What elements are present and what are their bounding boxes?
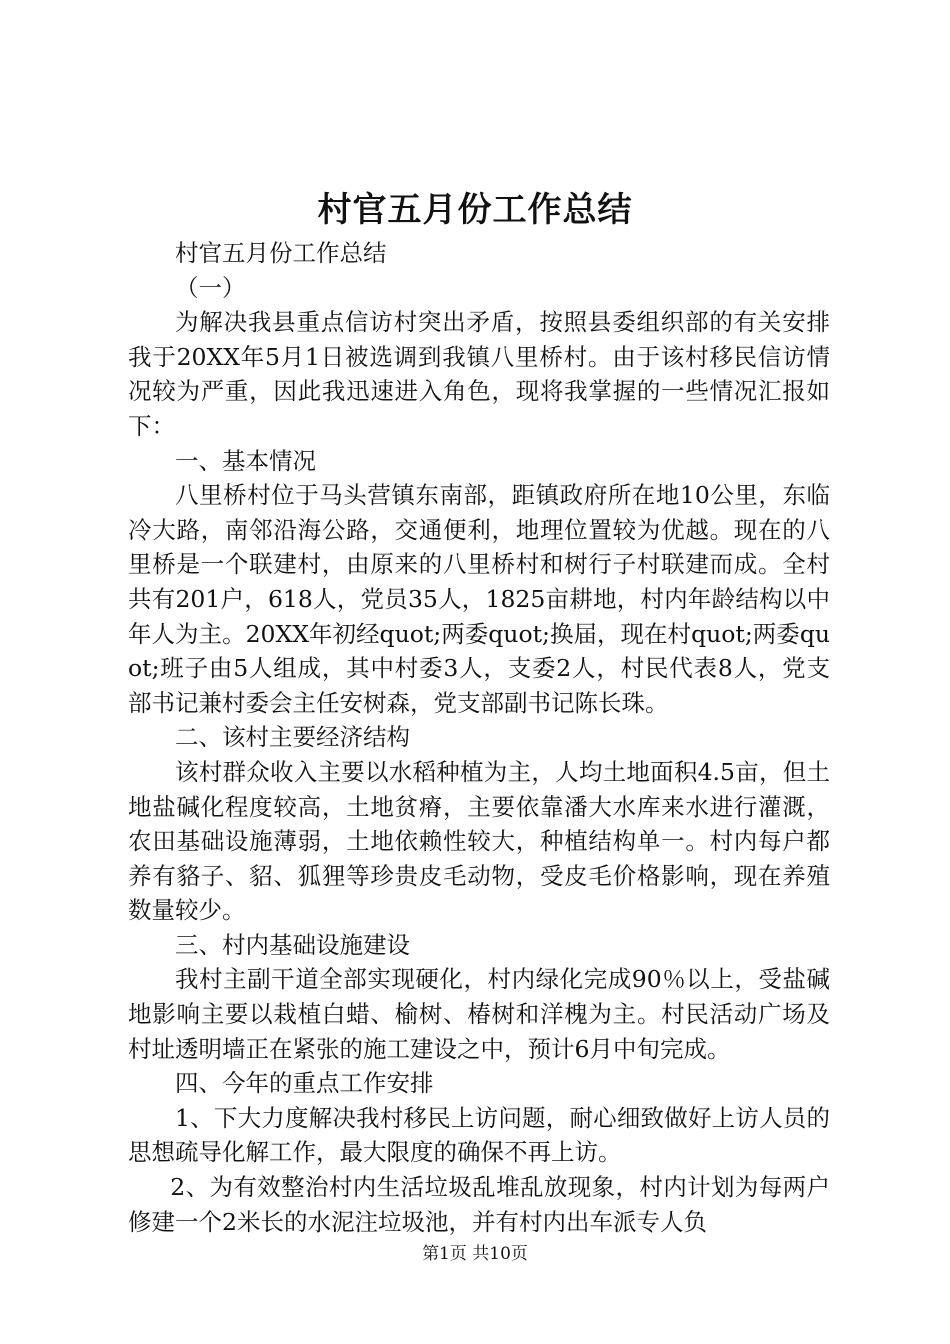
- key-work-item-1: 1、下大力度解决我村移民上访问题，耐心细致做好上访人员的思想疏导化解工作，最大限度的确保不再上访。: [128, 1103, 830, 1167]
- economic-structure-paragraph: 该村群众收入主要以水稻种植为主，人均土地面积4.5亩，但土地盐碱化程度较高，土地贫瘠，主要依靠潘大水库来水进行灌溉，农田基础设施薄弱，土地依赖性较大，种植结构单一。村内每户都养有貉子、貂、狐狸等珍贵皮毛动物，受皮毛价格影响，现在养殖数量较少。: [128, 757, 830, 925]
- document-body: [128, 236, 830, 1239]
- heading-basic-situation: 一、基本情况: [175, 446, 316, 475]
- page-number: 第1页 共10页: [422, 1244, 528, 1264]
- intro-paragraph: 为解决我县重点信访村突出矛盾，按照县委组织部的有关安排我于20XX年5月1日被选调到我镇八里桥村。由于该村移民信访情况较为严重，因此我迅速进入角色，现将我掌握的一些情况汇报如下：: [128, 308, 830, 440]
- heading-infrastructure: 三、村内基础设施建设: [175, 930, 410, 959]
- document-title: 村官五月份工作总结: [317, 190, 633, 230]
- heading-economic-structure: 二、该村主要经济结构: [175, 723, 410, 752]
- subtitle-line: 村官五月份工作总结: [175, 239, 387, 267]
- section-number: （一）: [175, 273, 246, 302]
- infrastructure-paragraph: 我村主副干道全部实现硬化，村内绿化完成90％以上，受盐碱地影响主要以栽植白蜡、榆树、椿树和洋槐为主。村民活动广场及村址透明墙正在紧张的施工建设之中，预计6月中旬完成。: [128, 965, 830, 1063]
- heading-key-work: 四、今年的重点工作安排: [175, 1069, 434, 1098]
- key-work-item-2: 2、为有效整治村内生活垃圾乱堆乱放现象，村内计划为每两户修建一个2米长的水泥注垃圾池，并有村内出车派专人负: [128, 1173, 830, 1236]
- basic-situation-paragraph: 八里桥村位于马头营镇东南部，距镇政府所在地10公里，东临冷大路，南邻沿海公路，交通便利，地理位置较为优越。现在的八里桥是一个联建村，由原来的八里桥村和树行子村联建而成。全村共有201户，618人，党员35人，1825亩耕地，村内年龄结构以中年人为主。20XX年初经quot;两委quot;换届，现在村quot;两委quot;班子由5人组成，其中村委3人，支委2人，村民代表8人，党支部书记兼村委会主任安树森，党支部副书记陈长珠。: [128, 481, 830, 717]
